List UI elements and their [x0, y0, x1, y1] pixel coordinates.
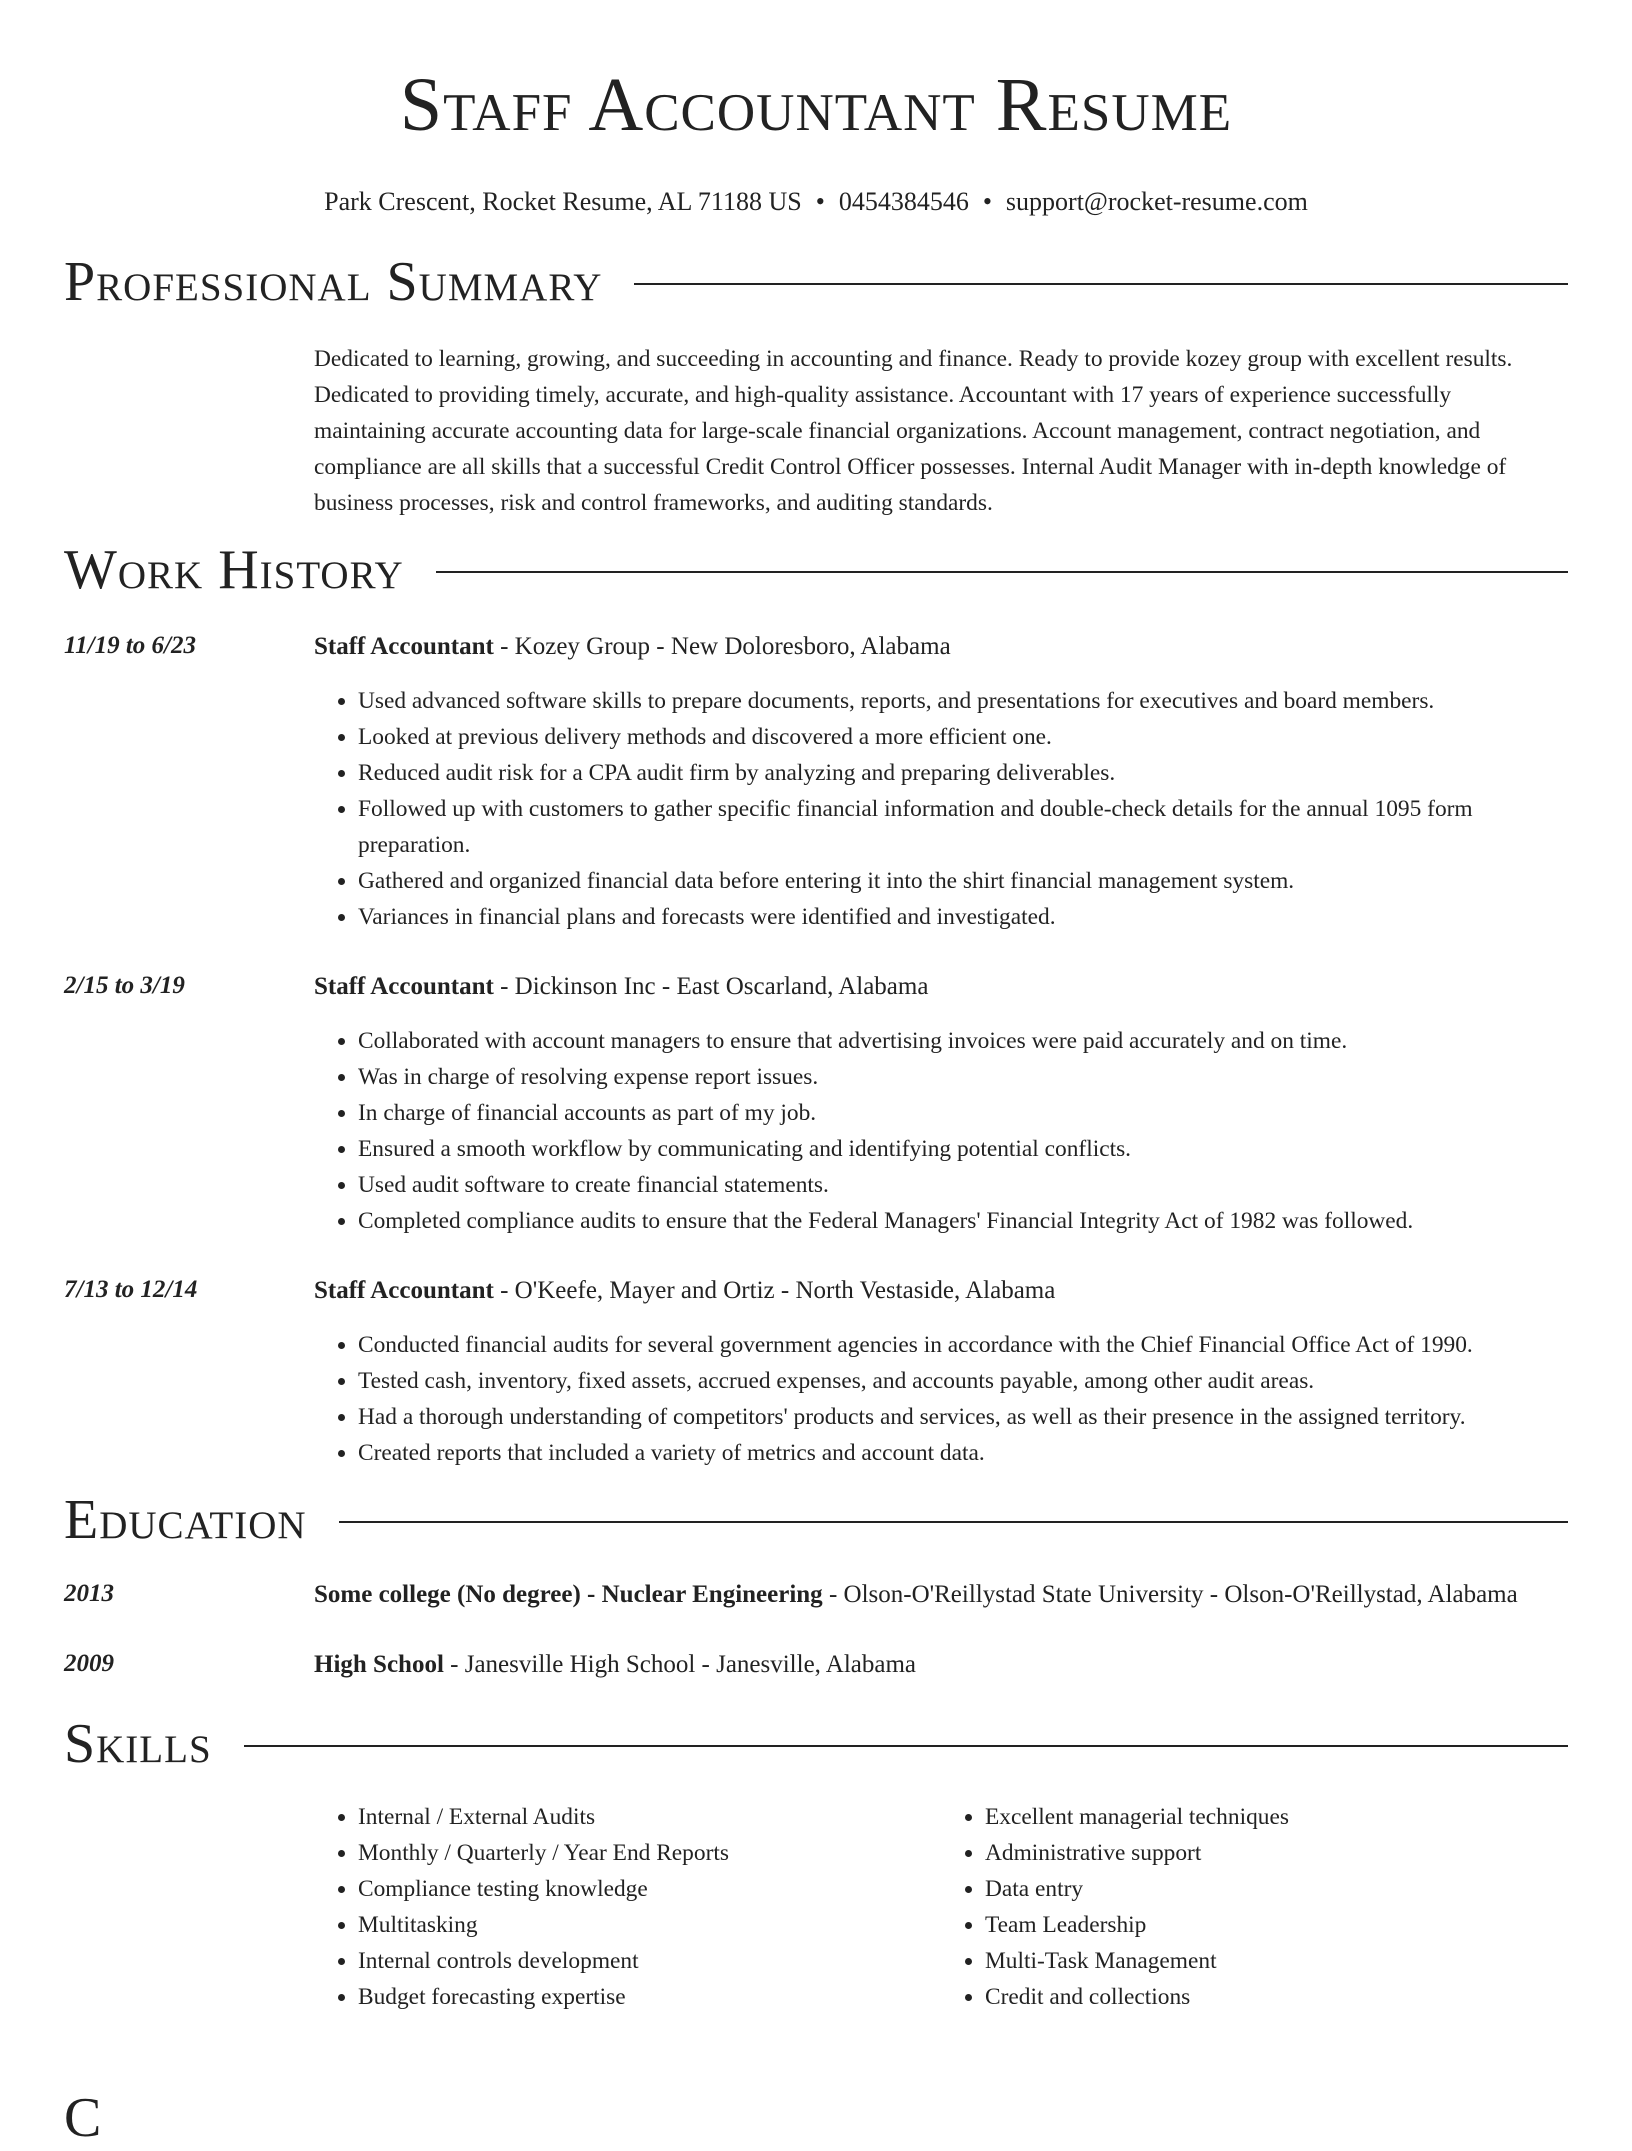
skill-item: • Multitasking: [358, 1907, 941, 1943]
job-bullet: • Gathered and organized financial data before entering it into the shirt financial management system.: [358, 863, 1568, 899]
education-details: - Janesville High School - Janesville, Alabama: [443, 1651, 917, 1678]
skills-column-left: [314, 1799, 941, 2015]
education-year: 2009: [64, 1650, 114, 1677]
job-title: Staff Accountant: [314, 633, 494, 660]
resume-title: Staff Accountant Resume: [399, 63, 1233, 147]
job-bullet: • Conducted financial audits for several government agencies in accordance with the Chief Financial Office Act of 1990.: [358, 1327, 1568, 1363]
job-bullet: • Tested cash, inventory, fixed assets, accrued expenses, and accounts payable, among other audit areas.: [358, 1363, 1568, 1399]
job-bullets: [314, 1023, 1568, 1239]
skill-item: • Budget forecasting expertise: [358, 1979, 941, 2015]
education-line: [314, 1575, 1568, 1615]
skills-heading: Skills: [64, 1713, 212, 1775]
contact-address: Park Crescent, Rocket Resume, AL 71188 US: [324, 187, 802, 216]
skills-section-header: [64, 1711, 1568, 1777]
education-details: - Olson-O'Reillystad State University - Olson-O'Reillystad, Alabama: [822, 1581, 1518, 1608]
job-date: 2/15 to 3/19: [64, 972, 185, 999]
job-bullet: • Used advanced software skills to prepare documents, reports, and presentations for executives and board members.: [358, 683, 1568, 719]
section-divider: [339, 1521, 1568, 1523]
job-date: 11/19 to 6/23: [64, 632, 196, 659]
skill-item: • Excellent managerial techniques: [985, 1799, 1568, 1835]
job-bullet: • Created reports that included a variety of metrics and account data.: [358, 1435, 1568, 1471]
job-title-line: [314, 967, 1568, 1007]
summary-heading: Professional Summary: [64, 251, 603, 313]
skill-item: • Multi-Task Management: [985, 1943, 1568, 1979]
job-entry: [64, 627, 1568, 935]
job-bullet: • Variances in financial plans and forecasts were identified and investigated.: [358, 899, 1568, 935]
job-bullet: • In charge of financial accounts as part of my job.: [358, 1095, 1568, 1131]
contact-line: [0, 186, 1632, 218]
skill-item: • Administrative support: [985, 1835, 1568, 1871]
job-bullets: [314, 683, 1568, 935]
job-bullets: [314, 1327, 1568, 1471]
education-degree: High School: [314, 1651, 444, 1678]
job-title: Staff Accountant: [314, 1277, 494, 1304]
skills-list: [314, 1799, 1568, 2015]
job-details: - O'Keefe, Mayer and Ortiz - North Vestaside, Alabama: [493, 1277, 1056, 1304]
education-year: 2013: [64, 1580, 114, 1607]
section-divider: [244, 1745, 1568, 1747]
skill-item: • Internal controls development: [358, 1943, 941, 1979]
job-entry: [64, 967, 1568, 1239]
education-section-header: [64, 1487, 1568, 1553]
job-entry: [64, 1271, 1568, 1471]
summary-text: Dedicated to learning, growing, and succeeding in accounting and finance. Ready to provide kozey group with excellent results. Dedicated to providing timely, accurate, and high-quality assistance. Accountant with 17 years of experience successfully maintaining accurate accounting data for large-scale financial organizations. Account management, contract negotiation, and compliance are all skills that a successful Credit Control Officer possesses. Internal Audit Manager with in-depth knowledge of business processes, risk and control frameworks, and auditing standards.: [314, 346, 1513, 516]
job-date: 7/13 to 12/14: [64, 1276, 198, 1303]
job-body: [314, 1271, 1568, 1471]
job-title-line: [314, 627, 1568, 667]
job-bullet: • Reduced audit risk for a CPA audit firm by analyzing and preparing deliverables.: [358, 755, 1568, 791]
contact-email: support@rocket-resume.com: [1005, 187, 1308, 216]
job-bullet: • Looked at previous delivery methods and discovered a more efficient one.: [358, 719, 1568, 755]
job-bullet: • Used audit software to create financial statements.: [358, 1167, 1568, 1203]
skill-item: • Internal / External Audits: [358, 1799, 941, 1835]
job-bullet: • Was in charge of resolving expense report issues.: [358, 1059, 1568, 1095]
job-bullet: • Collaborated with account managers to ensure that advertising invoices were paid accurately and on time.: [358, 1023, 1568, 1059]
education-body: [314, 1645, 1568, 1685]
skill-item: • Compliance testing knowledge: [358, 1871, 941, 1907]
job-bullet: • Ensured a smooth workflow by communicating and identifying potential conflicts.: [358, 1131, 1568, 1167]
contact-separator: •: [982, 187, 992, 216]
skill-item: • Team Leadership: [985, 1907, 1568, 1943]
section-divider: [436, 571, 1568, 573]
skill-item: • Data entry: [985, 1871, 1568, 1907]
job-body: [314, 627, 1568, 935]
skill-item: • Credit and collections: [985, 1979, 1568, 2015]
education-body: [314, 1575, 1568, 1615]
job-title: Staff Accountant: [314, 973, 494, 1000]
job-body: [314, 967, 1568, 1239]
contact-phone: 0454384546: [838, 187, 969, 216]
job-title-line: [314, 1271, 1568, 1311]
education-entry: [64, 1575, 1568, 1615]
summary-section-header: [64, 249, 1568, 315]
education-entry: [64, 1645, 1568, 1685]
contact-separator: •: [815, 187, 825, 216]
job-details: - Dickinson Inc - East Oscarland, Alabama: [493, 973, 929, 1000]
education-degree: Some college (No degree) - Nuclear Engineering: [314, 1581, 823, 1608]
job-details: - Kozey Group - New Doloresboro, Alabama: [493, 633, 951, 660]
next-section-heading: C: [64, 2087, 102, 2149]
skills-column-right: [941, 1799, 1568, 2015]
skill-item: • Monthly / Quarterly / Year End Reports: [358, 1835, 941, 1871]
work-heading: Work History: [64, 539, 404, 601]
job-bullet: • Followed up with customers to gather specific financial information and double-check details for the annual 1095 form preparation.: [358, 791, 1568, 863]
education-line: [314, 1645, 1568, 1685]
education-heading: Education: [64, 1489, 307, 1551]
job-bullet: • Had a thorough understanding of competitors' products and services, as well as their presence in the assigned territory.: [358, 1399, 1568, 1435]
section-divider: [634, 283, 1568, 285]
job-bullet: • Completed compliance audits to ensure that the Federal Managers' Financial Integrity Act of 1982 was followed.: [358, 1203, 1568, 1239]
work-section-header: [64, 537, 1568, 603]
